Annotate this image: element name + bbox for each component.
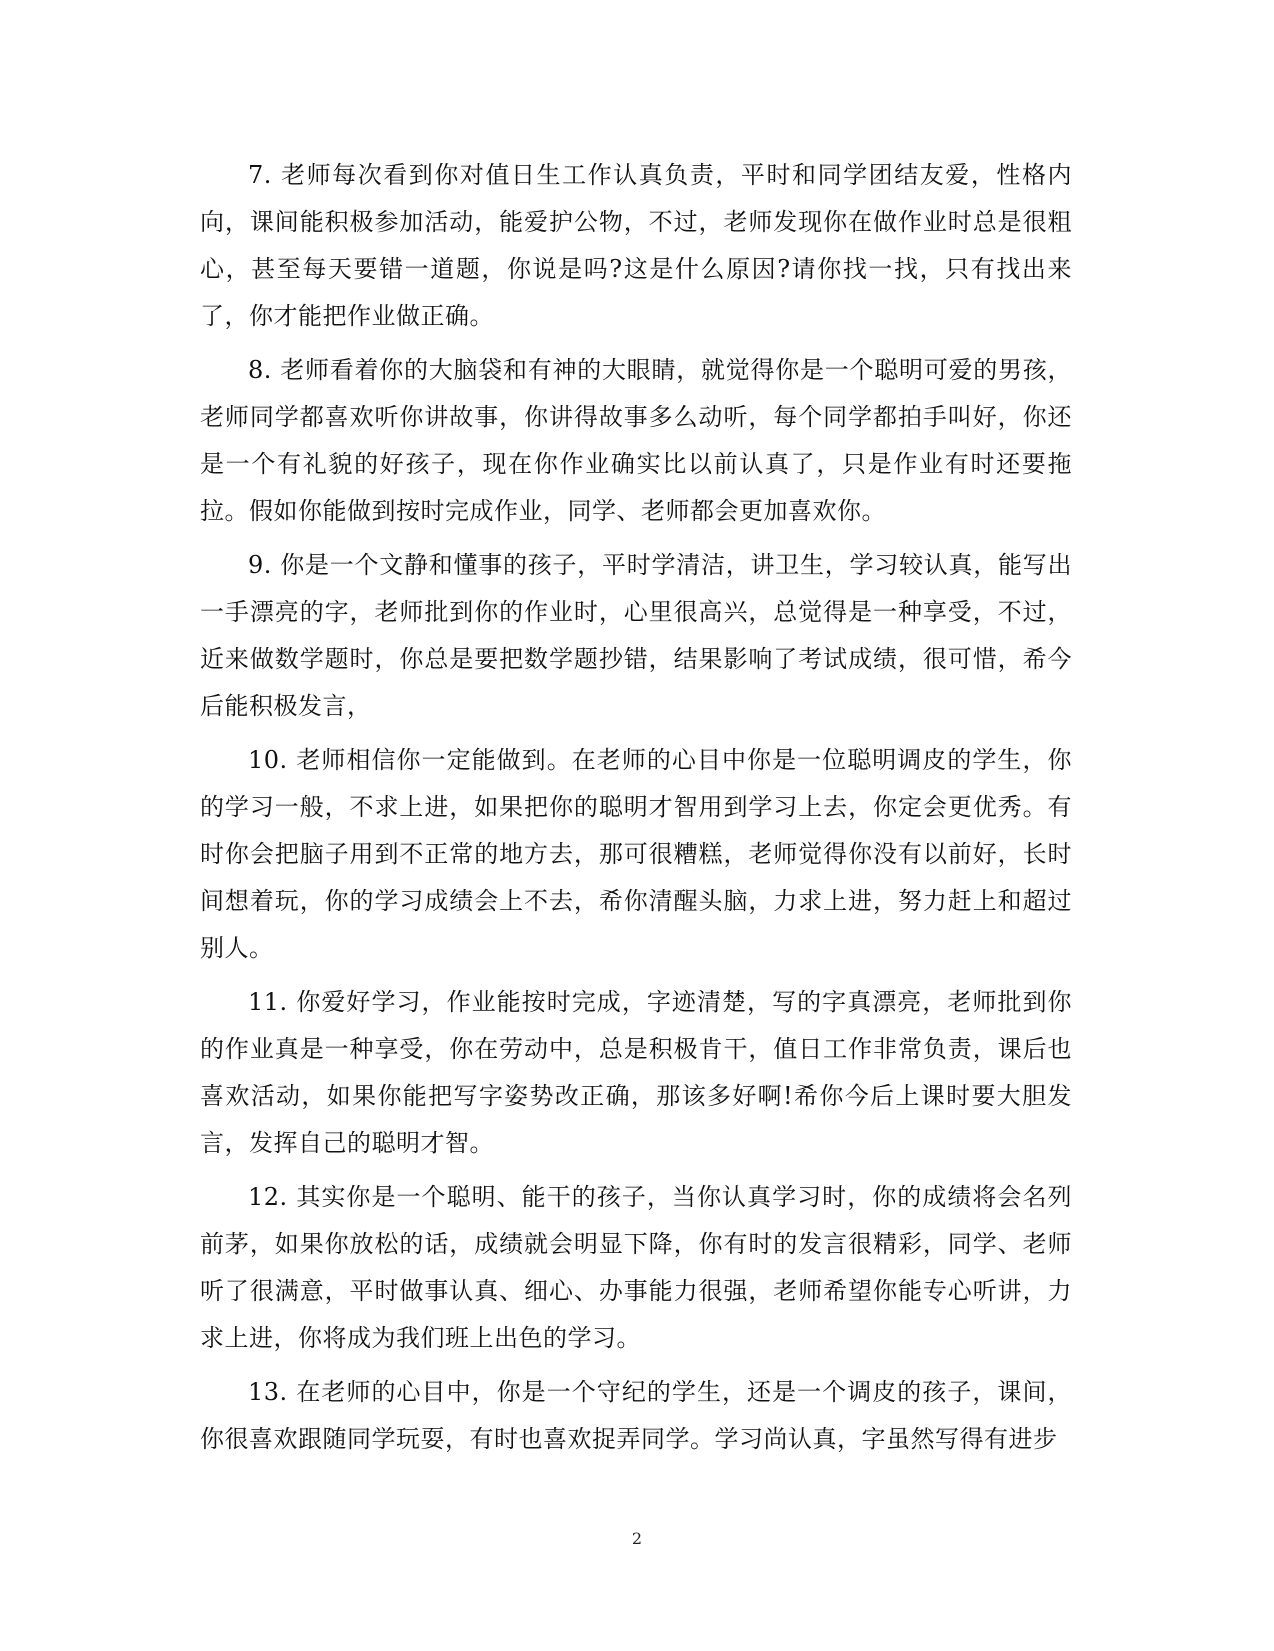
paragraph-12: 12. 其实你是一个聪明、能干的孩子，当你认真学习时，你的成绩将会名列前茅，如果你放松的话，成绩就会明显下降，你有时的发言很精彩，同学、老师听了很满意，平时做事认真、细心、办事能力很强，老师希望你能专心听讲，力求上进，你将成为我们班上出色的学习。 — [200, 1183, 1072, 1352]
paragraph-10: 10. 老师相信你一定能做到。在老师的心目中你是一位聪明调皮的学生，你的学习一般，不求上进，如果把你的聪明才智用到学习上去，你定会更优秀。有时你会把脑子用到不正常的地方去，那可很糟糕，老师觉得你没有以前好，长时间想着玩，你的学习成绩会上不去，希你清醒头脑，力求上进，努力赶上和超过别人。 — [200, 746, 1072, 962]
paragraph-11: 11. 你爱好学习，作业能按时完成，字迹清楚，写的字真漂亮，老师批到你的作业真是一种享受，你在劳动中，总是积极肯干，值日工作非常负责，课后也喜欢活动，如果你能把写字姿势改正确，那该多好啊!希你今后上课时要大胆发言，发挥自己的聪明才智。 — [200, 988, 1072, 1157]
paragraph-9: 9. 你是一个文静和懂事的孩子，平时学清洁，讲卫生，学习较认真，能写出一手漂亮的字，老师批到你的作业时，心里很高兴，总觉得是一种享受，不过，近来做数学题时，你总是要把数学题抄错，结果影响了考试成绩，很可惜，希今后能积极发言， — [200, 551, 1072, 720]
paragraph-13: 13. 在老师的心目中，你是一个守纪的学生，还是一个调皮的孩子，课间，你很喜欢跟随同学玩耍，有时也喜欢捉弄同学。学习尚认真，字虽然写得有进步 — [200, 1378, 1072, 1453]
document-body — [200, 152, 1072, 1470]
paragraph-7: 7. 老师每次看到你对值日生工作认真负责，平时和同学团结友爱，性格内向，课间能积极参加活动，能爱护公物，不过，老师发现你在做作业时总是很粗心，甚至每天要错一道题，你说是吗?这是什么原因?请你找一找，只有找出来了，你才能把作业做正确。 — [200, 161, 1072, 330]
paragraph-8: 8. 老师看着你的大脑袋和有神的大眼睛，就觉得你是一个聪明可爱的男孩，老师同学都喜欢听你讲故事，你讲得故事多么动听，每个同学都拍手叫好，你还是一个有礼貌的好孩子，现在你作业确实比以前认真了，只是作业有时还要拖拉。假如你能做到按时完成作业，同学、老师都会更加喜欢你。 — [200, 356, 1072, 525]
page-number: 2 — [631, 1529, 643, 1548]
